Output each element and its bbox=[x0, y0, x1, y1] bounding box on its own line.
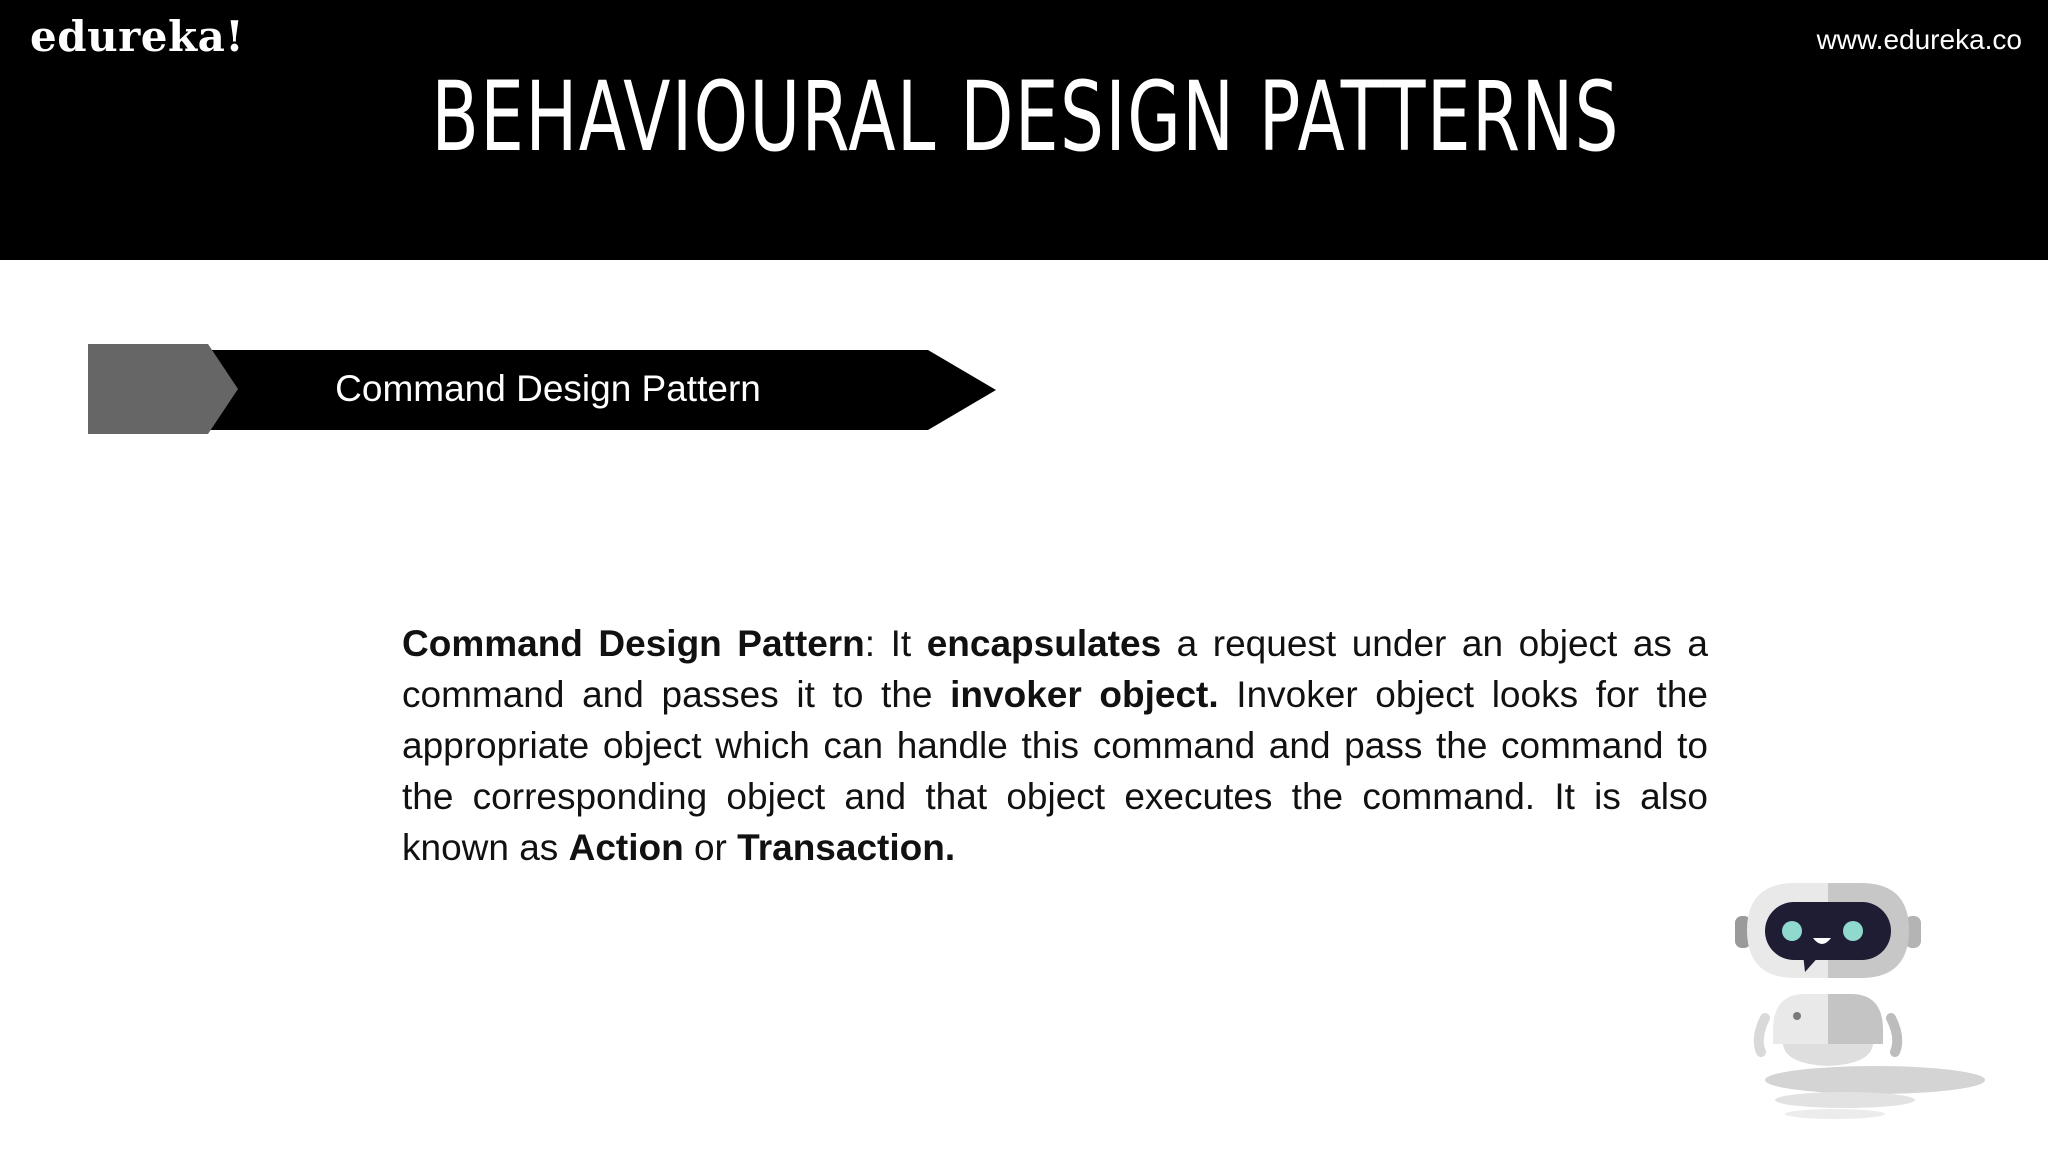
text-segment: : It bbox=[864, 623, 927, 664]
section-banner bbox=[88, 342, 998, 436]
edureka-logo: edureka! bbox=[30, 12, 245, 61]
description-paragraph bbox=[402, 618, 1708, 873]
term-invoker-object: invoker object. bbox=[950, 674, 1219, 715]
text-segment: Invoker object looks for the appropriate object which can handle this command and pass the command to the corresponding object and that object executes the command. It is also known as bbox=[402, 674, 1708, 868]
header-bar bbox=[0, 0, 2048, 260]
robot-mascot-icon bbox=[1725, 868, 2015, 1148]
term-encapsulates: encapsulates bbox=[926, 623, 1162, 664]
text-segment: or bbox=[683, 827, 738, 868]
term-transaction: Transaction. bbox=[737, 827, 956, 868]
text-segment: a request under an object as a command and passes it to the bbox=[402, 623, 1709, 715]
banner-label: Command Design Pattern bbox=[335, 368, 761, 409]
website-url: www.edureka.co bbox=[1816, 24, 2022, 55]
term-action: Action bbox=[568, 827, 684, 868]
slide-title: BEHAVIOURAL DESIGN PATTERNS bbox=[431, 61, 1620, 173]
term-command-design-pattern: Command Design Pattern bbox=[402, 623, 865, 664]
